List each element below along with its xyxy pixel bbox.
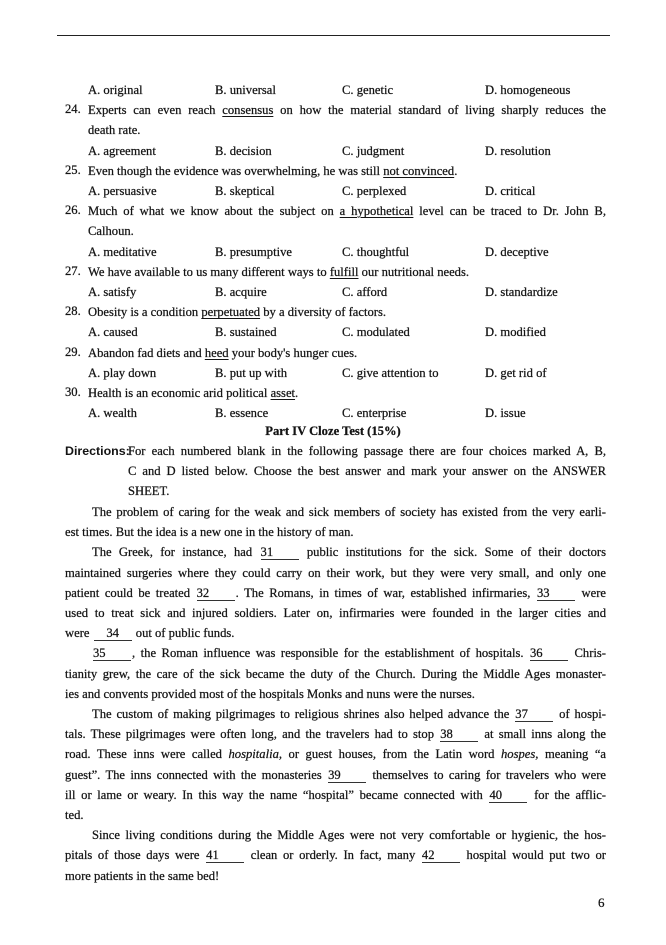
answer-option: A. caused [88,325,138,340]
text-run: of hospi- [554,707,606,721]
passage-line [65,565,606,581]
underlined-term: fulfill [329,264,359,279]
underlined-term: perpetuated [201,305,261,320]
answer-option: C. thoughtful [342,244,410,259]
answer-option: D. issue [485,406,526,421]
text-run: tals. These pilgrimages were often long, and the travelers had to stop [65,727,440,742]
text-run: , the Roman influence was responsible for the establishment of hospitals. [132,646,529,661]
text-run: ill or lame or weary. In this way the name “hospital” became connected with [65,787,489,802]
passage-line [65,625,234,641]
underlined-term: consensus [222,103,274,118]
passage-line [65,868,219,884]
text-run: Experts can even reach [88,103,223,118]
cloze-blank: 39 [328,769,366,783]
passage-line [92,706,606,722]
text-run: , meaning “a [535,747,607,762]
passage-line [65,807,84,823]
text-run: Chris- [569,646,606,661]
question-stem [88,223,134,239]
italic-term: hospitalia [228,747,279,762]
question-stem [88,203,606,219]
answer-option: B. acquire [215,285,267,299]
page-number: 6 [598,895,605,910]
cloze-blank: 35 [93,647,131,661]
passage-line [65,585,606,601]
text-run: for the afflic- [528,787,606,802]
answer-option: C. modulated [342,325,410,340]
text-run: level can be traced to Dr. John B, [413,204,606,219]
answer-option: A. meditative [88,244,157,259]
text-run: tianity grew, the care of the sick became the duty of the Church. During the Middle Ages monaster- [65,666,606,681]
passage-line [65,605,606,621]
cloze-blank: 42 [422,849,460,863]
text-run: were [65,626,93,641]
passage-line [65,686,475,702]
question-stem [88,163,457,179]
text-run: Obesity is a condition [88,305,202,320]
question-stem [88,304,386,320]
answer-option: C. enterprise [342,406,407,421]
text-run: at small inns along the [479,727,606,742]
text-run: your body's hunger cues. [228,345,358,360]
text-run: road. These inns were called [65,747,229,762]
question-stem [88,345,357,361]
text-run: were [575,585,606,600]
text-run: , or guest houses, from the Latin word [278,747,501,762]
directions-label: Directions: [65,444,130,458]
text-run: out of public funds. [132,626,235,641]
text-run: ies and convents provided most of the hospitals Monks and nuns were the nurses. [65,686,475,701]
passage-line [65,524,354,540]
question-stem [88,102,606,118]
cloze-blank: 32 [197,587,235,601]
text-run: Abandon fad diets and [88,345,205,360]
directions-text [128,483,169,499]
header-rule [57,35,610,36]
answer-option: B. sustained [215,325,277,340]
question-number: 29. [65,344,81,359]
answer-option: C. give attention to [342,365,439,380]
text-run: pitals of those days were [65,848,206,863]
passage-line [92,827,606,843]
answer-option: C. genetic [342,83,394,97]
text-run: by a diversity of factors. [260,305,386,320]
question-number: 26. [65,203,81,218]
italic-term: hospes [500,747,536,762]
text-run: Much of what we know about the subject on [88,204,340,219]
question-number: 25. [65,162,81,177]
text-run: guest”. The inns connected with the monasteries [65,767,328,782]
passage-line [92,504,606,520]
text-run: themselves to caring for travelers who were [367,767,606,782]
text-run: . [295,386,299,400]
question-stem [88,385,298,401]
text-run: We have available to us many different ways to [88,264,330,279]
text-run: ted. [65,808,84,822]
answer-option: D. deceptive [485,244,549,259]
answer-option: A. satisfy [88,285,137,299]
answer-option: D. homogeneous [485,83,571,97]
text-run: patient could be treated [65,585,196,600]
answer-option: C. perplexed [342,184,407,198]
text-run: Health is an economic arid political [88,386,271,400]
directions-text [128,443,606,459]
answer-option: A. play down [88,365,157,380]
answer-option: A. persuasive [88,184,157,198]
passage-line [65,746,606,762]
text-run: The problem of caring for the weak and sick members of society has existed from the very earli- [92,505,606,519]
answer-option: C. afford [342,285,388,299]
answer-option: A. wealth [88,406,137,421]
text-run: . The Romans, in times of war, established infirmaries, [235,585,536,600]
text-run: C and D listed below. Choose the best answer and mark your answer on the ANSWER [128,464,606,478]
passage-line [65,666,606,682]
question-number: 27. [65,263,81,278]
answer-option: B. presumptive [215,244,292,259]
underlined-term: asset [270,386,296,400]
answer-option: A. original [88,83,143,97]
cloze-blank: 36 [530,647,568,661]
passage-line [65,787,606,803]
answer-option: B. put up with [215,365,288,380]
text-run: Calhoun. [88,224,134,239]
cloze-blank: 37 [515,708,553,722]
question-number: 28. [65,304,81,319]
passage-line [92,645,606,661]
text-run: The custom of making pilgrimages to religious shrines also helped advance the [92,707,515,721]
underlined-term: not convinced [383,163,455,178]
question-stem [88,122,140,138]
text-run: more patients in the same bed! [65,868,220,883]
text-run: clean or orderly. In fact, many [245,848,421,863]
passage-line [65,767,606,783]
question-number: 24. [65,102,81,117]
text-run: . [454,163,458,178]
answer-option: D. critical [485,184,536,198]
directions-text [128,463,606,479]
cloze-blank: 31 [261,546,299,560]
answer-option: B. skeptical [215,184,275,198]
text-run: public institutions for the sick. Some of their doctors [299,545,606,560]
passage-line [65,847,606,863]
text-run: SHEET. [128,484,170,498]
question-stem [88,264,469,280]
cloze-blank: 34 [94,627,132,641]
cloze-blank: 40 [489,789,527,803]
cloze-blank: 38 [440,728,478,742]
cloze-blank: 41 [206,849,244,863]
passage-line [92,544,606,560]
answer-option: A. agreement [88,143,156,158]
text-run: est times. But the idea is a new one in the history of man. [65,525,354,540]
answer-option: D. standardize [485,285,558,299]
text-run: The Greek, for instance, had [92,545,260,560]
text-run: death rate. [88,123,141,138]
text-run: used to treat sick and injured soldiers. Later on, infirmaries were founded in the larger cities and [65,606,606,620]
question-number: 30. [65,385,81,399]
answer-option: C. judgment [342,143,405,158]
answer-option: B. decision [215,143,272,158]
answer-option: B. essence [215,406,269,421]
text-run: Since living conditions during the Middle Ages were not very comfortable or hygienic, the hos- [92,828,606,843]
text-run: For each numbered blank in the following passage there are four choices marked A, B, [128,444,606,458]
underlined-term: heed [204,345,229,360]
underlined-term: a hypothetical [339,204,414,219]
passage-line [65,726,606,742]
part-heading: Part IV Cloze Test (15%) [265,424,401,438]
answer-option: D. resolution [485,143,551,158]
text-run: on how the material standard of living sharply reduces the [273,103,606,118]
answer-option: B. universal [215,83,276,97]
text-run: our nutritional needs. [358,264,470,279]
cloze-blank: 33 [537,587,575,601]
answer-option: D. get rid of [485,365,547,380]
text-run: hospital would put two or [460,848,606,863]
text-run: maintained surgeries where they could carry on their work, but they were very small, and only one [65,565,606,580]
answer-option: D. modified [485,325,546,340]
text-run: Even though the evidence was overwhelming, he was still [88,163,384,178]
